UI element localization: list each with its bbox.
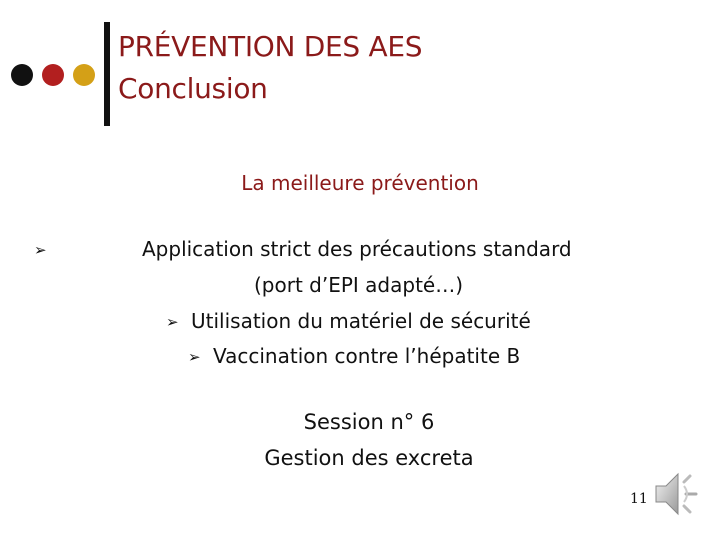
session-topic: Gestion des excreta — [264, 446, 474, 470]
speaker-icon[interactable] — [652, 468, 708, 524]
page-number: 11 — [630, 491, 648, 507]
dot-gold-icon — [73, 64, 95, 86]
bullet-1-line-2: (port d’EPI adapté…) — [254, 273, 464, 297]
section-heading: La meilleure prévention — [241, 171, 479, 195]
dot-red-icon — [42, 64, 64, 86]
slide-subtitle: Conclusion — [118, 72, 268, 105]
arrowhead-bullet-icon: ➢ — [188, 348, 201, 366]
arrowhead-bullet-icon: ➢ — [34, 241, 47, 259]
arrowhead-bullet-icon: ➢ — [166, 313, 179, 331]
bullet-1-line-1: Application strict des précautions standard — [142, 237, 572, 261]
title-divider-bar — [104, 22, 110, 126]
bullet-2-line-1: Utilisation du matériel de sécurité — [191, 309, 531, 333]
dot-black-icon — [11, 64, 33, 86]
session-number: Session n° 6 — [303, 410, 435, 434]
slide-title: PRÉVENTION DES AES — [118, 30, 423, 63]
bullet-3-line-1: Vaccination contre l’hépatite B — [213, 344, 521, 368]
